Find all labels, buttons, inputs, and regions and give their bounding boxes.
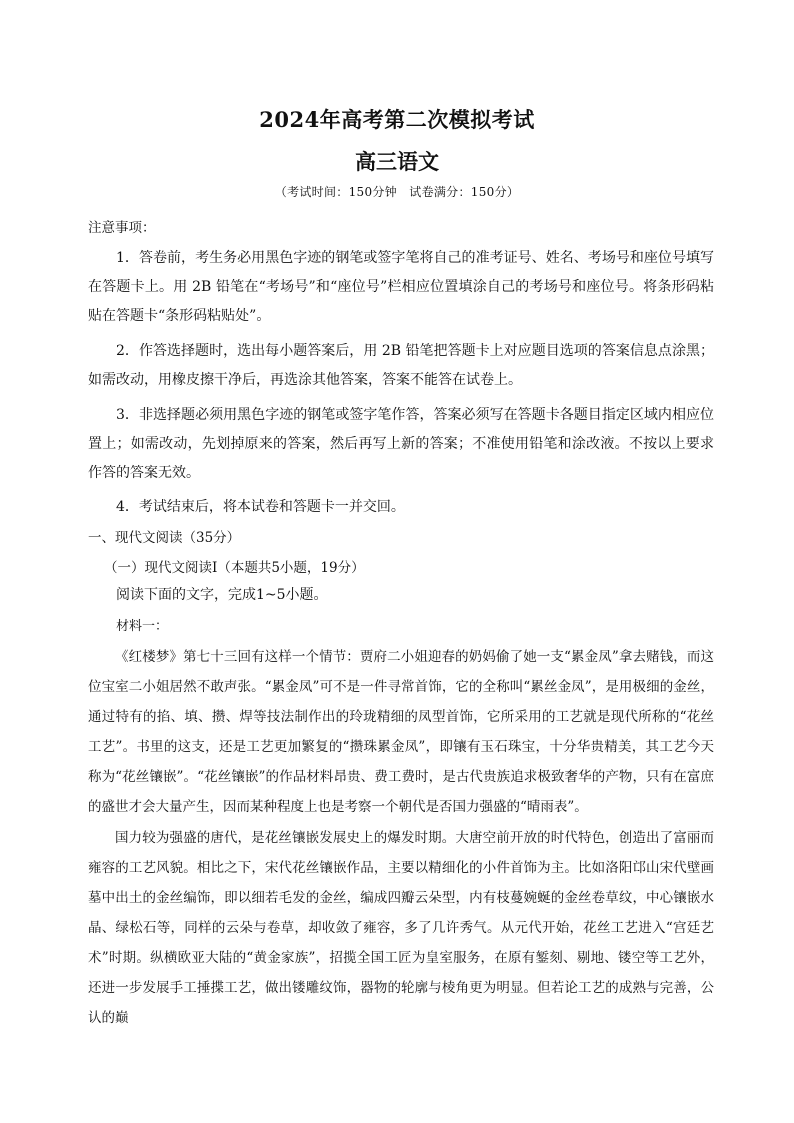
reading-instruction: 阅读下面的文字，完成1~5小题。 xyxy=(116,587,328,603)
notice-item: 3．非选择题必须用黑色字迹的钢笔或签字笔作答，答案必须写在答题卡各题目指定区域内相应位置上；如需改动，先划掉原来的答案，然后再写上新的答案；不准使用铅笔和涂改液。不按以上要求作答的答案无效。 xyxy=(88,407,714,481)
notice-item: 2．作答选择题时，选出每小题答案后，用 2B 铅笔把答题卡上对应题目选项的答案信息点涂黑；如需改动，用橡皮擦干净后，再选涂其他答案，答案不能答在试卷上。 xyxy=(88,343,714,388)
notice-item: 1．答卷前，考生务必用黑色字迹的钢笔或签字笔将自己的准考证号、姓名、考场号和座位号填写在答题卡上。用 2B 铅笔在“考场号”和“座位号”栏相应位置填涂自己的考场号和座位号。将条形码粘贴在答题卡“条形码粘贴处”。 xyxy=(88,250,714,324)
exam-info: （考试时间：150分钟 试卷满分：150分） xyxy=(274,185,520,199)
subject-title: 高三语文 xyxy=(355,149,439,174)
section-heading: 一、现代文阅读（35分） xyxy=(88,530,241,546)
material-label: 材料一： xyxy=(116,619,169,634)
notice-heading: 注意事项： xyxy=(88,220,156,236)
exam-title: 2024年高考第二次模拟考试 xyxy=(259,107,535,132)
notice-item: 4．考试结束后，将本试卷和答题卡一并交回。 xyxy=(116,499,405,515)
material-paragraph: 国力较为强盛的唐代，是花丝镶嵌发展史上的爆发时期。大唐空前开放的时代特色，创造出了富丽而雍容的工艺风貌。相比之下，宋代花丝镶嵌作品，主要以精细化的小件首饰为主。比如洛阳邙山宋代壁画墓中出土的金丝编饰，即以细若毛发的金丝，编成四瓣云朵型，内有枝蔓婉蜒的金丝卷草纹，中心镶嵌水晶、绿松石等，同样的云朵与卷草，却收敛了雍容，多了几许秀气。从元代开始，花丝工艺进入“宫廷艺术”时期。纵横欧亚大陆的“黄金家族”，招揽全国工匠为皇室服务，在原有錾刻、剔地、镂空等工艺外，还进一步发展手工捶揲工艺，做出镂雕纹饰，器物的轮廓与棱角更为明显。但若论工艺的成熟与完善，公认的巅 xyxy=(88,830,714,1026)
material-paragraph: 《红楼梦》第七十三回有这样一个情节：贾府二小姐迎春的奶妈偷了她一支“累金凤”拿去赌钱，而这位宝室二小姐居然不敢声张。“累金凤”可不是一件寻常首饰，它的全称叫“累丝金凤”，是用极细的金丝，通过特有的掐、填、攒、焊等技法制作出的玲珑精细的凤型首饰，它所采用的工艺就是现代所称的“花丝工艺”。书里的这支，还是工艺更加繁复的“攒珠累金凤”，即镶有玉石珠宝，十分华贵精美，其工艺今天称为“花丝镶嵌”。“花丝镶嵌”的作品材料昂贵、费工费时，是古代贵族追求极致奢华的产物，只有在富庶的盛世才会大量产生，因而某种程度上也是考察一个朝代是否国力强盛的“晴雨表”。 xyxy=(88,649,714,815)
subsection-heading: （一）现代文阅读Ⅰ（本题共5小题，19分） xyxy=(104,560,365,576)
